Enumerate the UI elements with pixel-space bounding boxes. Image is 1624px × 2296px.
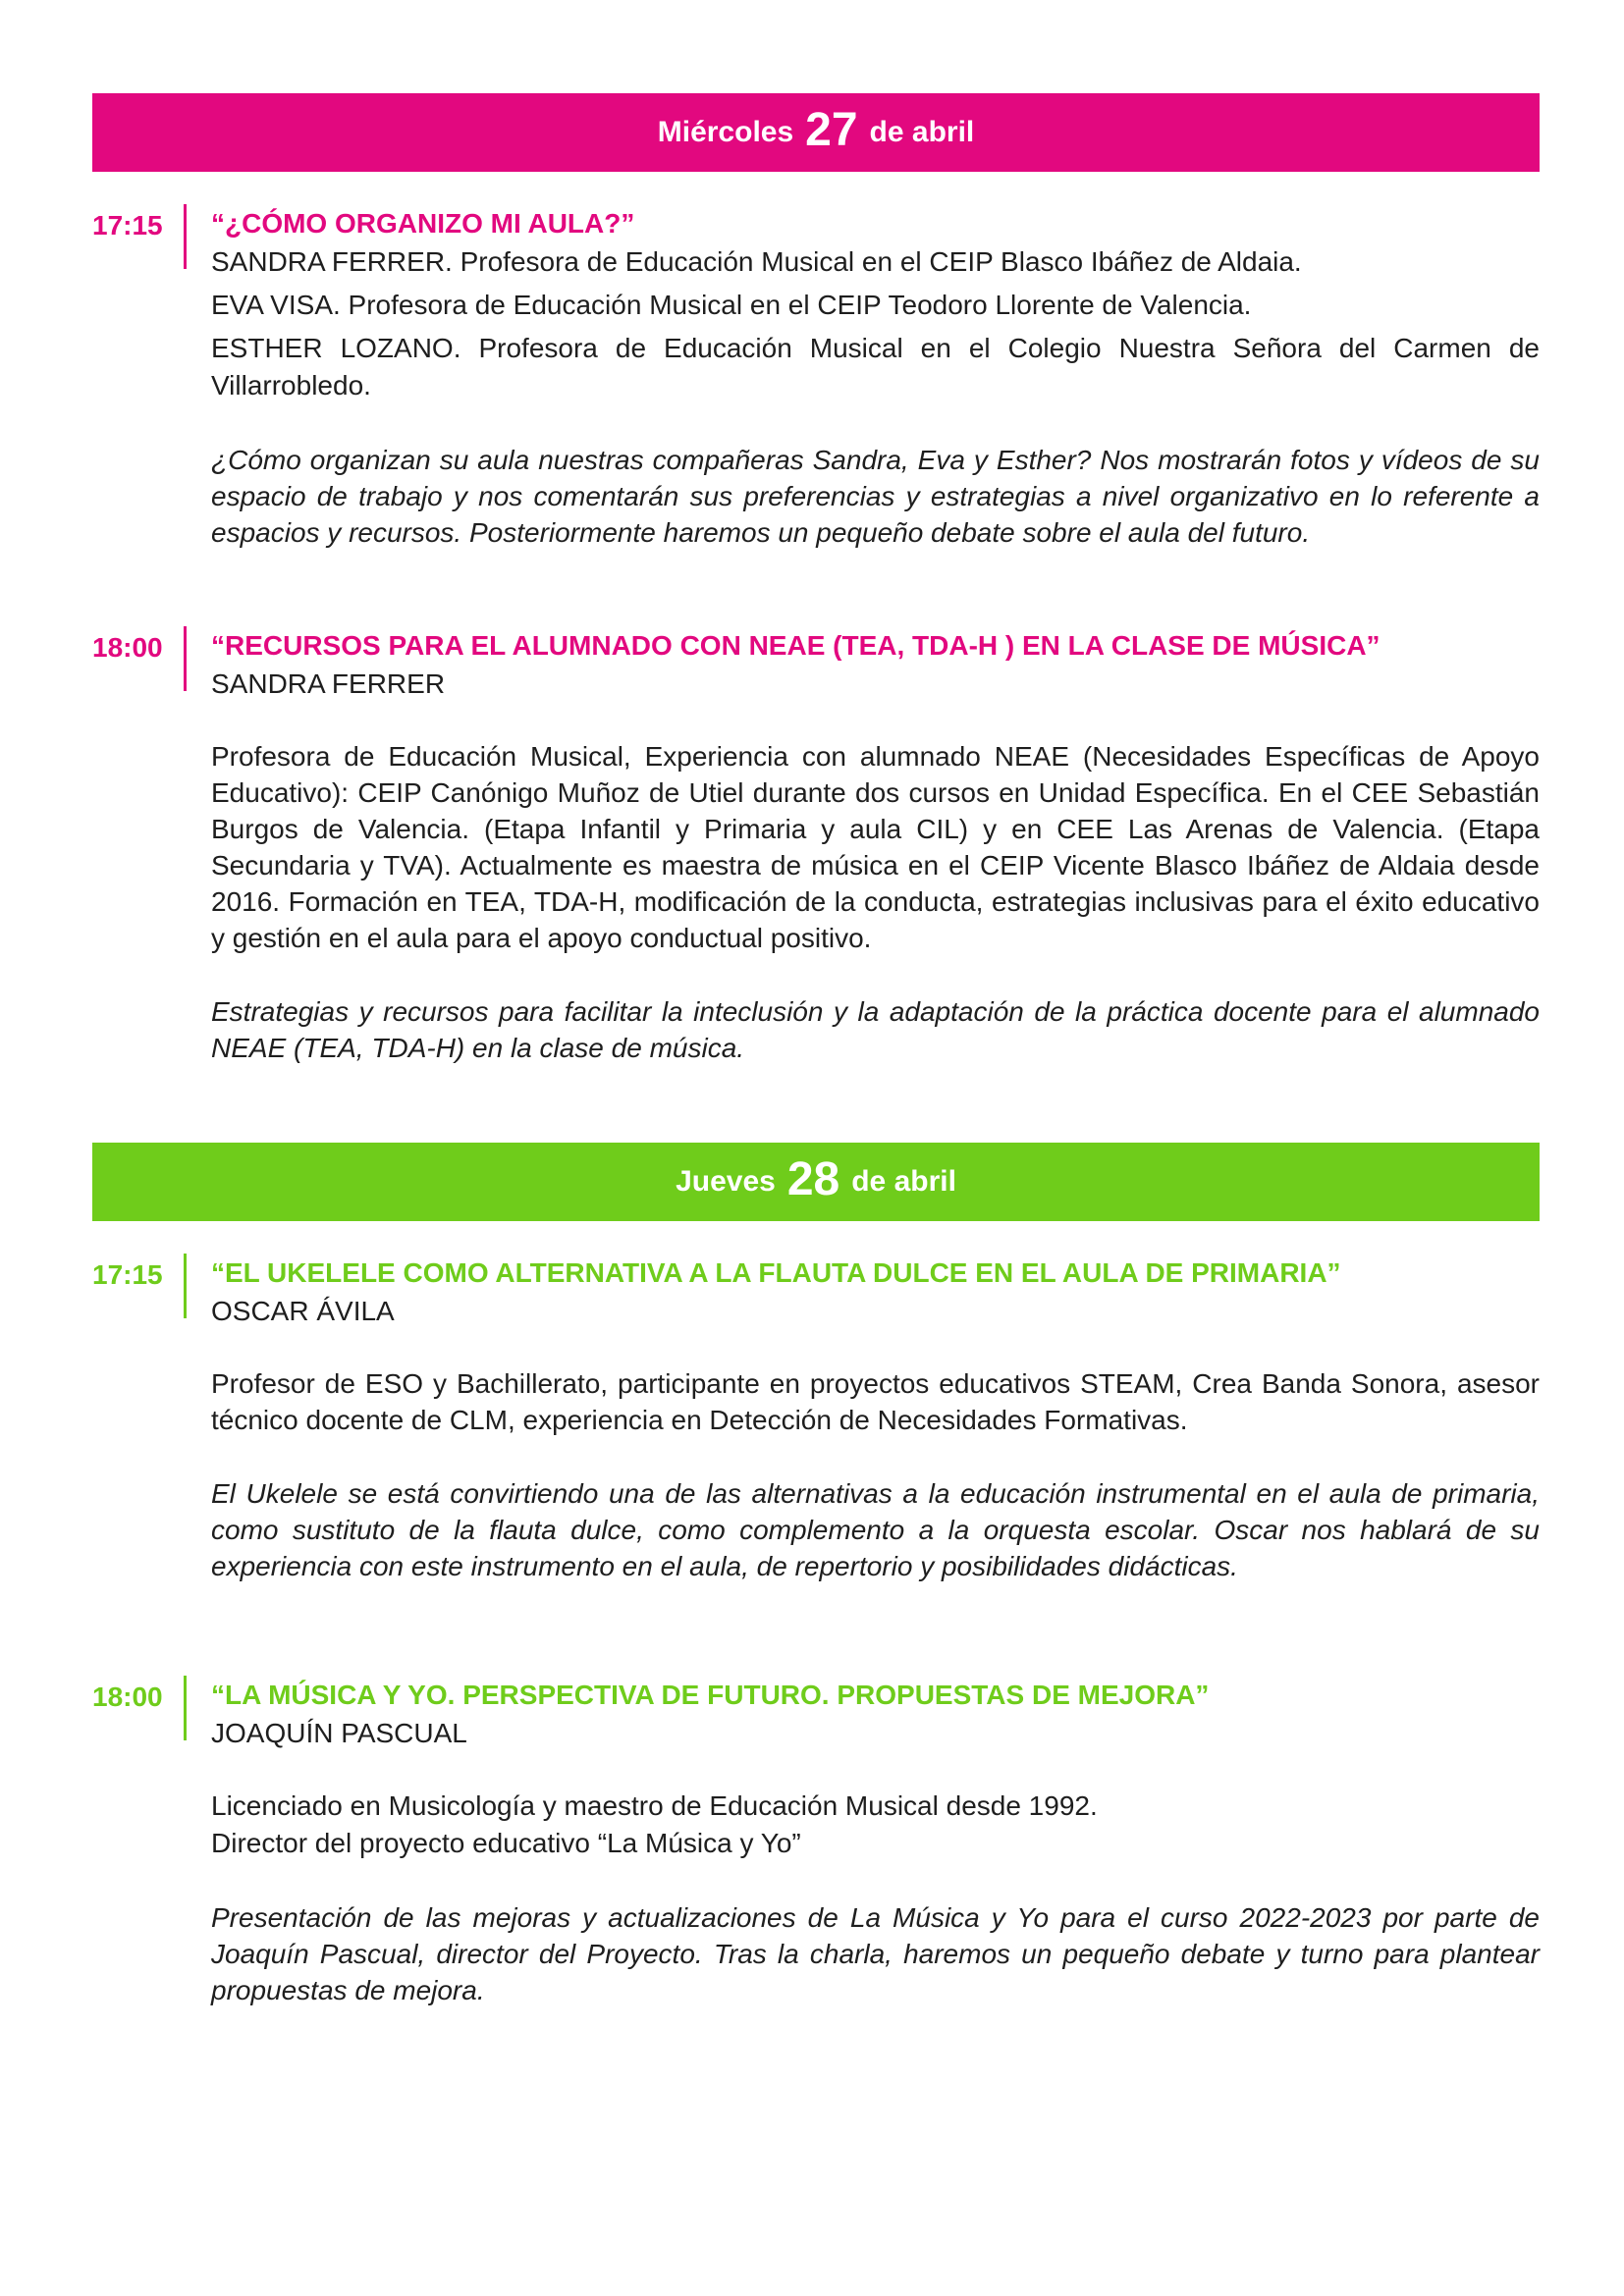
day-name: Jueves — [676, 1165, 776, 1198]
speaker-role: Profesora de Educación Musical en el CEIP Teodoro Llorente de Valencia. — [340, 290, 1252, 320]
session-content — [211, 1676, 1540, 2008]
session-title: “¿CÓMO ORGANIZO MI AULA?” — [211, 208, 635, 239]
time-divider — [184, 626, 187, 691]
speaker-line — [211, 287, 1540, 324]
session-title: “LA MÚSICA Y YO. PERSPECTIVA DE FUTURO. PROPUESTAS DE MEJORA” — [211, 1680, 1210, 1710]
time-divider — [184, 1254, 187, 1318]
day-month: de abril — [869, 116, 975, 148]
speaker-bio: Profesor de ESO y Bachillerato, participante en proyectos educativos STEAM, Crea Banda Sonora, asesor técnico docente de CLM, experiencia en Detección de Necesidades Formativas. — [211, 1368, 1540, 1435]
session-description: Presentación de las mejoras y actualizaciones de La Música y Yo para el curso 2022-2023 por parte de Joaquín Pascual, director del Proyecto. Tras la charla, haremos un pequeño debate y turno para plantear propuestas de mejora. — [211, 1902, 1540, 2005]
session-content — [211, 626, 1540, 1066]
session-content — [211, 1254, 1540, 1584]
session-content — [211, 204, 1540, 551]
session-time: 18:00 — [92, 632, 163, 663]
day-number: 27 — [805, 103, 858, 156]
speaker-bio-line: Director del proyecto educativo “La Música y Yo” — [211, 1828, 801, 1858]
day-banner-thursday — [92, 1143, 1540, 1221]
speaker-name: SANDRA FERRER — [211, 668, 446, 699]
speaker-name: JOAQUÍN PASCUAL — [211, 1718, 467, 1748]
speaker-name: OSCAR ÁVILA — [211, 1296, 395, 1326]
day-month: de abril — [851, 1165, 956, 1198]
speaker-line — [211, 243, 1540, 281]
speaker-role: Profesora de Educación Musical en el CEIP Blasco Ibáñez de Aldaia. — [452, 246, 1302, 277]
session-title: “EL UKELELE COMO ALTERNATIVA A LA FLAUTA DULCE EN EL AULA DE PRIMARIA” — [211, 1257, 1341, 1288]
session-description: El Ukelele se está convirtiendo una de las alternativas a la educación instrumental en el aula de primaria, como sustituto de la flauta dulce, como complemento a la orquesta escolar. Oscar nos hablará de su experiencia con este instrumento en el aula, de repertorio y posibilidades didácticas. — [211, 1478, 1540, 1581]
day-number: 28 — [786, 1152, 840, 1205]
speaker-line — [211, 330, 1540, 404]
speaker-name: SANDRA FERRER. — [211, 246, 453, 277]
session-time: 17:15 — [92, 210, 163, 240]
speaker-name: ESTHER LOZANO. — [211, 333, 461, 363]
speaker-name: EVA VISA. — [211, 290, 341, 320]
session-time: 17:15 — [92, 1259, 163, 1290]
time-divider — [184, 204, 187, 269]
speaker-bio: Profesora de Educación Musical, Experiencia con alumnado NEAE (Necesidades Específicas de Apoyo Educativo): CEIP Canónigo Muñoz de Utiel durante dos cursos en Unidad Específica. En el CEE Sebastián Burgos de Valencia. (Etapa Infantil y Primaria y aula CIL) y en CEE Las Arenas de Valencia. (Etapa Secundaria y TVA). Actualmente es maestra de música en el CEIP Vicente Blasco Ibáñez de Aldaia desde 2016. Formación en TEA, TDA-H, modificación de la conducta, estrategias inclusivas para el éxito educativo y gestión en el aula para el apoyo conductual positivo. — [211, 741, 1540, 953]
session-title: “RECURSOS PARA EL ALUMNADO CON NEAE (TEA, TDA-H ) EN LA CLASE DE MÚSICA” — [211, 630, 1380, 661]
session-description: Estrategias y recursos para facilitar la inteclusión y la adaptación de la práctica docente para el alumnado NEAE (TEA, TDA-H) en la clase de música. — [211, 996, 1540, 1063]
time-divider — [184, 1676, 187, 1740]
speaker-bio-line: Licenciado en Musicología y maestro de Educación Musical desde 1992. — [211, 1790, 1098, 1821]
day-name: Miércoles — [657, 116, 794, 148]
day-banner-wednesday — [92, 93, 1540, 172]
session-description: ¿Cómo organizan su aula nuestras compañeras Sandra, Eva y Esther? Nos mostrarán fotos y vídeos de su espacio de trabajo y nos comentarán sus preferencias y estrategias a nivel organizativo en lo referente a espacios y recursos. Posteriormente haremos un pequeño debate sobre el aula del futuro. — [211, 445, 1540, 548]
speaker-role: Profesora de Educación Musical en el Colegio Nuestra Señora del Carmen de Villarrobledo. — [211, 333, 1540, 400]
session-time: 18:00 — [92, 1682, 163, 1712]
